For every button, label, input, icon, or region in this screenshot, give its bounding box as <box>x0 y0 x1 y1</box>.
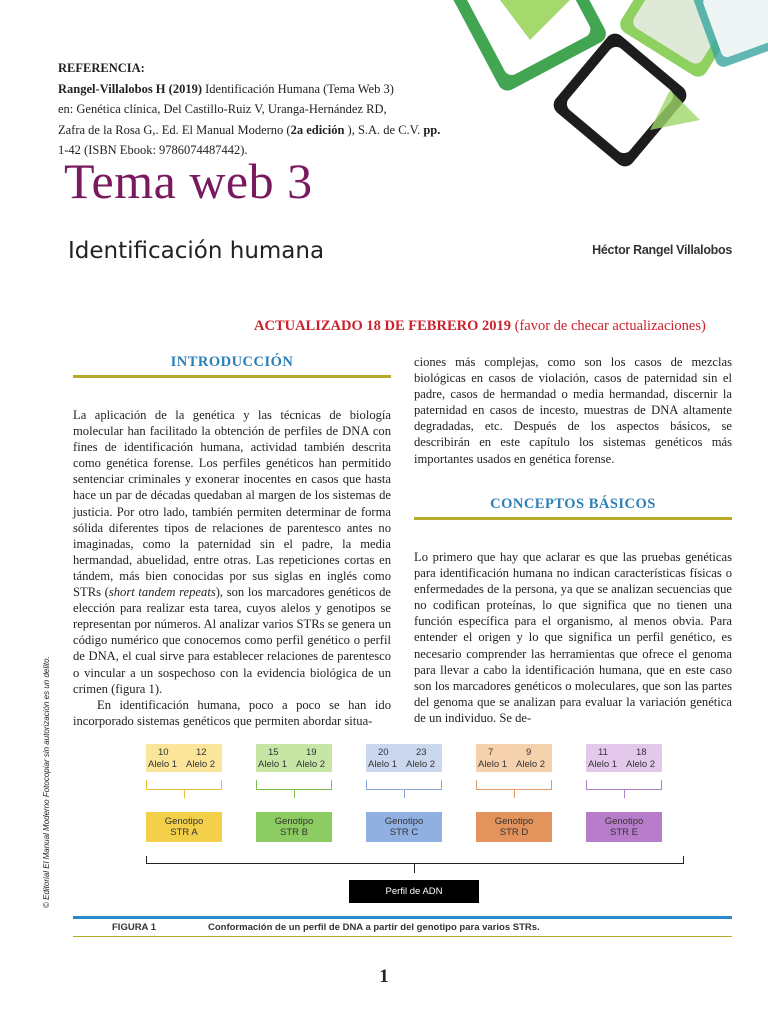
reference-title: Identificación Humana (Tema Web 3) <box>201 81 394 96</box>
allele-2-label: Alelo 2 <box>516 759 546 770</box>
genotype-str-name: STR B <box>280 827 308 838</box>
reference-pp: pp. <box>423 122 441 137</box>
allele-bracket <box>146 780 222 790</box>
page-title: Tema web 3 <box>64 153 313 209</box>
genotype-str-name: STR E <box>610 827 638 838</box>
intro-paragraph-1-part-b: ), son los marcadores genéticos de elección para realizar esta tarea, cuyos alelos y genotipos se representan por números. Al analizar varios STRs se genera un código numérico que conocemos como perfil genético o perfil de DNA, el cual sirve para establecer relaciones de parentesco o vincular a un sospechoso con la evidencia biológica de un crimen (figura 1). <box>73 585 392 696</box>
allele-2-label: Alelo 2 <box>296 759 326 770</box>
genotype-label: Genotipo <box>274 816 314 827</box>
allele-box <box>146 744 222 772</box>
allele-2-value: 9 <box>526 747 532 758</box>
reference-edition: 2a edición <box>290 122 345 137</box>
section-heading-introduccion: INTRODUCCIÓN <box>170 354 294 370</box>
reference-editor: Zafra de la Rosa G, <box>58 122 156 137</box>
right-paragraph-1: ciones más complejas, como son los casos de mezclas biológicas en casos de violación, casos de paternidad sin el padre, casos de hermandad o media hermandad, discernir la paternidad en casos de incesto, muestras de DNA altamente degradadas, etc. Después de los aspectos básicos, se describirán en este capítulo los sistemas genéticos más importantes usados en genética forense. <box>414 355 732 466</box>
allele-bracket <box>366 780 442 790</box>
section-heading-conceptos-basicos: CONCEPTOS BÁSICOS <box>490 496 656 512</box>
section-rule <box>414 517 732 520</box>
genotype-label: Genotipo <box>384 816 424 827</box>
allele-box <box>366 744 442 772</box>
allele-bracket <box>476 780 552 790</box>
allele-1-label: Alelo 1 <box>588 759 618 770</box>
genotype-box <box>256 812 332 842</box>
reference-publisher: . Ed. El Manual Moderno ( <box>155 122 291 137</box>
concepts-text <box>414 549 732 726</box>
author-name: Héctor Rangel Villalobos <box>592 243 732 257</box>
genotype-str-name: STR D <box>499 827 529 838</box>
profile-bracket <box>146 856 684 864</box>
allele-1-label: Alelo 1 <box>368 759 398 770</box>
chapter-subtitle: Identificación humana <box>68 238 325 264</box>
allele-bracket-stem <box>624 790 625 798</box>
reference-block <box>58 58 448 161</box>
reference-isbn: 1-42 (ISBN Ebook: 9786074487442). <box>58 143 248 157</box>
intro-paragraph-1-emphasis: short tandem repeats <box>108 585 216 600</box>
right-column-text <box>414 354 732 467</box>
dna-profile-box: Perfil de ADN <box>349 880 479 903</box>
copyright-note: © Editorial El Manual Moderno Fotocopiar sin autorización es un delito. <box>42 656 51 908</box>
figure-1 <box>0 740 768 940</box>
section-rule <box>73 375 391 378</box>
allele-1-label: Alelo 1 <box>478 759 508 770</box>
genotype-box <box>586 812 662 842</box>
genotype-box <box>366 812 442 842</box>
decorative-squares-graphic <box>440 0 768 170</box>
reference-line2: en: Genética clínica, Del Castillo-Ruiz V, Uranga-Hernández RD, <box>58 102 387 116</box>
intro-paragraph-1-part-a: La aplicación de la genética y las técnicas de biología molecular han facilitado la obtención de perfiles de DNA con fines de identificación humana, actividad también descrita como genética forense. Los perfiles genéticos han permitido sentenciar criminales y exonerar inocentes en casos que hasta hace un par de décadas quedaban al margen de los sistemas de justicia. Por otro lado, también permiten determinar de forma sólida diferentes tipos de relaciones de parentesco antes no imaginadas, como la paternidad sin el padre, la media hermandad, abuelidad, entre otras. Las repeticiones cortas en tándem, más bien conocidas por sus siglas en inglés como STRs ( <box>73 408 391 600</box>
update-note: (favor de checar actualizaciones) <box>511 318 706 334</box>
intro-text <box>73 407 391 729</box>
figure-label: FIGURA 1 <box>112 922 156 933</box>
reference-label: REFERENCIA: <box>58 61 145 75</box>
figure-rule-bottom <box>73 936 732 937</box>
reference-authors: Rangel-Villalobos H (2019) <box>58 81 202 96</box>
allele-1-label: Alelo 1 <box>258 759 288 770</box>
profile-bracket-stem <box>414 863 415 873</box>
allele-1-value: 10 <box>158 747 169 758</box>
allele-1-value: 7 <box>488 747 494 758</box>
allele-2-value: 19 <box>306 747 317 758</box>
genotype-box <box>146 812 222 842</box>
allele-1-value: 15 <box>268 747 279 758</box>
allele-bracket-stem <box>294 790 295 798</box>
allele-2-label: Alelo 2 <box>626 759 656 770</box>
allele-box <box>256 744 332 772</box>
allele-1-value: 11 <box>598 747 608 758</box>
update-headline: ACTUALIZADO 18 DE FEBRERO 2019 <box>254 318 511 334</box>
genotype-label: Genotipo <box>164 816 204 827</box>
intro-paragraph-1 <box>73 407 391 697</box>
allele-box <box>476 744 552 772</box>
allele-2-value: 18 <box>636 747 647 758</box>
genotype-str-name: STR C <box>389 827 419 838</box>
allele-bracket-stem <box>184 790 185 798</box>
genotype-str-name: STR A <box>170 827 198 838</box>
reference-company: ), S.A. de C.V. <box>344 122 424 137</box>
genotype-label: Genotipo <box>494 816 534 827</box>
genotype-box <box>476 812 552 842</box>
allele-box <box>586 744 662 772</box>
allele-bracket <box>256 780 332 790</box>
allele-bracket <box>586 780 662 790</box>
allele-bracket-stem <box>514 790 515 798</box>
page-number: 1 <box>379 966 389 987</box>
update-notice <box>254 318 706 335</box>
allele-2-value: 23 <box>416 747 427 758</box>
allele-1-value: 20 <box>378 747 389 758</box>
allele-2-label: Alelo 2 <box>186 759 216 770</box>
genotype-label: Genotipo <box>604 816 644 827</box>
intro-paragraph-2: En identificación humana, poco a poco se han ido incorporado sistemas genéticos que permiten abordar situa- <box>73 697 391 728</box>
concepts-paragraph-1: Lo primero que hay que aclarar es que las pruebas genéticas para identificación humana no indican características físicas o enfermedades de la persona, ya que se analizan secuencias que no codifican proteínas, lo que significa que no tienen una función específica para el organismo, al menos obvia. Para entender el origen y lo que significa un perfil genético, es necesario comprender las herramientas que ofrece el genoma para llevar a cabo la identificación humana, que en este caso son los marcadores genéticos o moleculares, que son las partes del genoma que se analizan para evaluar la variación genética de un individuo. Se de- <box>414 550 732 725</box>
figure-rule-top <box>73 916 732 919</box>
allele-2-label: Alelo 2 <box>406 759 436 770</box>
allele-2-value: 12 <box>196 747 207 758</box>
figure-caption: Conformación de un perfil de DNA a partir del genotipo para varios STRs. <box>208 922 540 933</box>
allele-1-label: Alelo 1 <box>148 759 178 770</box>
allele-bracket-stem <box>404 790 405 798</box>
